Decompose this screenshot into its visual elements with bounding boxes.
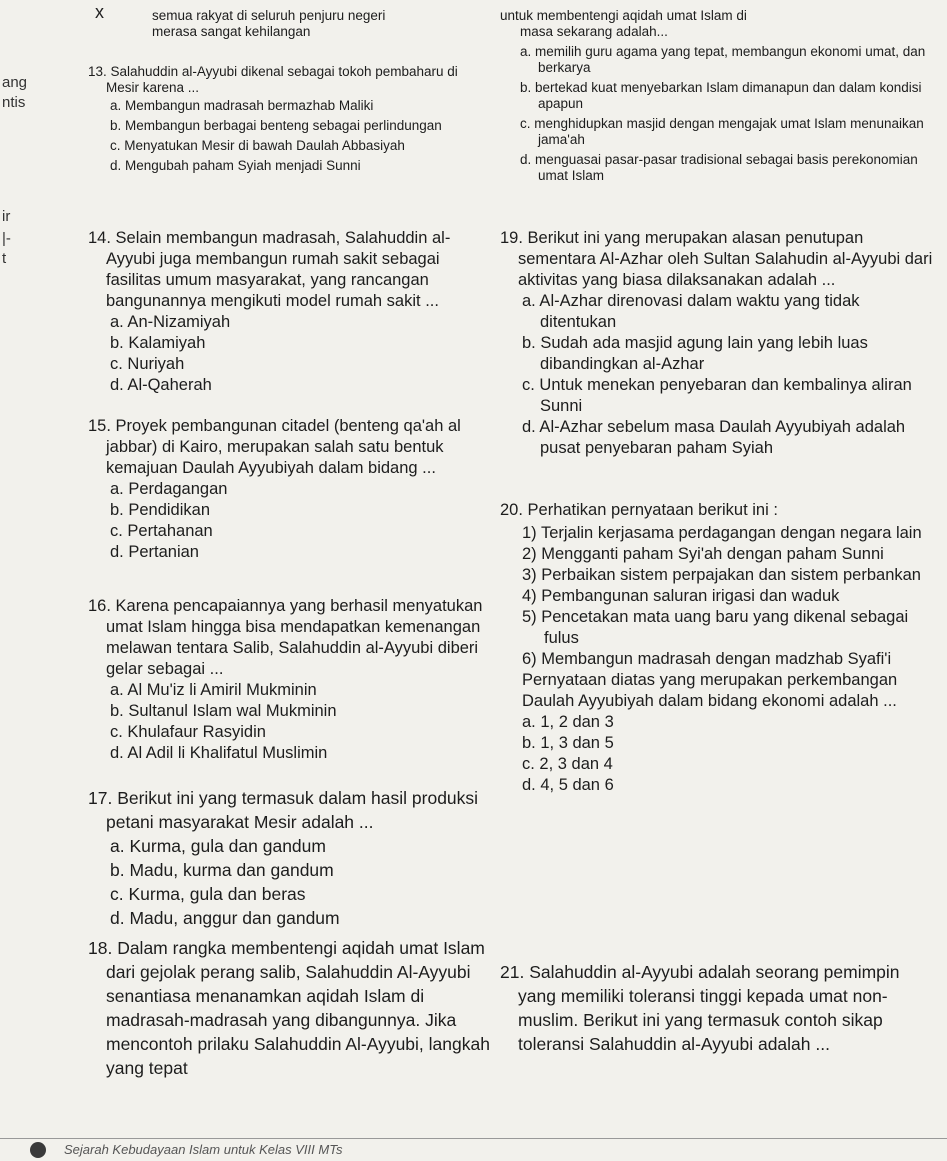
question-15 — [88, 416, 488, 563]
statement-1: 1) Terjalin kerjasama perdagangan dengan negara lain — [522, 524, 922, 542]
statement-6: 6) Membangun madrasah dengan madzhab Syafi'i — [522, 650, 892, 668]
question-17 — [88, 786, 492, 930]
option-c: c. Untuk menekan penyebaran dan kembalinya aliran Sunni — [522, 376, 912, 415]
statement-2: 2) Mengganti paham Syi'ah dengan paham Sunni — [522, 545, 884, 563]
option-d: d. Pertanian — [110, 543, 199, 561]
option-d: d. 4, 5 dan 6 — [522, 776, 614, 794]
question-stem: 20. Perhatikan pernyataan berikut ini : — [500, 501, 778, 519]
option-b: b. Sudah ada masjid agung lain yang lebih luas dibandingkan al-Azhar — [522, 334, 868, 373]
option-b: b. Kalamiyah — [110, 334, 206, 352]
statement-4: 4) Pembangunan saluran irigasi dan waduk — [522, 587, 840, 605]
statement-followup: Pernyataan diatas yang merupakan perkembangan Daulah Ayyubiyah dalam bidang ekonomi adalah ... — [522, 671, 898, 710]
page-footer — [0, 1138, 947, 1161]
option-b: b. bertekad kuat menyebarkan Islam dimanapun dan dalam kondisi apapun — [520, 80, 922, 111]
edge-fragment: |- — [2, 230, 11, 247]
question-stem: 13. Salahuddin al-Ayyubi dikenal sebagai tokoh pembaharu di Mesir karena ... — [88, 64, 458, 95]
option-d: d. Al-Azhar sebelum masa Daulah Ayyubiyah adalah pusat penyebaran paham Syiah — [522, 418, 906, 457]
statement-3: 3) Perbaikan sistem perpajakan dan sistem perbankan — [522, 566, 921, 584]
edge-fragment: ntis — [2, 94, 26, 111]
intro-right-line: masa sekarang adalah... — [520, 24, 668, 39]
option-a: a. Al-Azhar direnovasi dalam waktu yang tidak ditentukan — [522, 292, 860, 331]
edge-fragment: ang — [2, 74, 28, 91]
option-c: c. Menyatukan Mesir di bawah Daulah Abbasiyah — [110, 138, 405, 153]
option-a: a. memilih guru agama yang tepat, membangun ekonomi umat, dan berkarya — [520, 44, 926, 75]
intro-right — [500, 8, 940, 184]
question-stem: 14. Selain membangun madrasah, Salahuddin al-Ayyubi juga membangun rumah sakit sebagai fasilitas umum masyarakat, yang rancangan bangunannya mengikuti model rumah sakit ... — [88, 229, 451, 310]
option-a: a. Perdagangan — [110, 480, 228, 498]
option-a: a. Al Mu'iz li Amiril Mukminin — [110, 681, 317, 699]
question-16 — [88, 596, 488, 764]
footer-title: Sejarah Kebudayaan Islam untuk Kelas VIII MTs — [64, 1142, 343, 1157]
option-a: a. Kurma, gula dan gandum — [110, 836, 326, 856]
question-13 — [88, 64, 488, 174]
option-a: a. Membangun madrasah bermazhab Maliki — [110, 98, 374, 113]
option-b: b. Sultanul Islam wal Mukminin — [110, 702, 337, 720]
question-stem: 16. Karena pencapaiannya yang berhasil menyatukan umat Islam hingga bisa mendapatkan kemenangan melawan tentara Salib, Salahuddin al-Ayyubi diberi gelar sebagai ... — [88, 597, 483, 678]
option-a: a. 1, 2 dan 3 — [522, 713, 614, 731]
publisher-logo-icon — [30, 1142, 46, 1158]
question-18 — [88, 936, 492, 1080]
option-c: c. menghidupkan masjid dengan mengajak umat Islam menunaikan jama'ah — [520, 116, 924, 147]
pen-mark: x — [95, 2, 104, 22]
question-stem: 15. Proyek pembangunan citadel (benteng qa'ah al jabbar) di Kairo, merupakan salah satu bentuk kemajuan Daulah Ayyubiyah dalam bidang ... — [88, 417, 461, 477]
option-d: d. Mengubah paham Syiah menjadi Sunni — [110, 158, 361, 173]
edge-fragment: t — [2, 250, 7, 267]
option-b: b. Madu, kurma dan gandum — [110, 860, 334, 880]
option-c: c. Nuriyah — [110, 355, 185, 373]
option-b: b. Pendidikan — [110, 501, 210, 519]
option-c: c. Khulafaur Rasyidin — [110, 723, 266, 741]
question-19 — [500, 228, 936, 459]
option-d: d. menguasai pasar-pasar tradisional sebagai basis perekonomian umat Islam — [520, 152, 918, 183]
intro-left — [152, 8, 492, 40]
option-c: c. Pertahanan — [110, 522, 213, 540]
statement-5: 5) Pencetakan mata uang baru yang dikenal sebagai fulus — [522, 608, 909, 647]
question-stem: 18. Dalam rangka membentengi aqidah umat Islam dari gejolak perang salib, Salahuddin Al-Ayyubi senantiasa menanamkan aqidah Islam di madrasah-madrasah yang dibangunnya. Jika mencontoh prilaku Salahuddin Al-Ayyubi, langkah yang tepat — [88, 938, 490, 1078]
intro-left-line: semua rakyat di seluruh penjuru negeri — [152, 8, 386, 23]
option-c: c. Kurma, gula dan beras — [110, 884, 306, 904]
option-a: a. An-Nizamiyah — [110, 313, 231, 331]
option-c: c. 2, 3 dan 4 — [522, 755, 613, 773]
option-b: b. Membangun berbagai benteng sebagai perlindungan — [110, 118, 442, 133]
question-stem: 19. Berikut ini yang merupakan alasan penutupan sementara Al-Azhar oleh Sultan Salahudin al-Ayyubi dari aktivitas yang biasa dilaksanakan adalah ... — [500, 229, 933, 289]
intro-left-line: merasa sangat kehilangan — [152, 24, 311, 39]
question-20 — [500, 500, 936, 796]
option-d: d. Al-Qaherah — [110, 376, 212, 394]
question-21 — [500, 960, 940, 1056]
intro-right-line: untuk membentengi aqidah umat Islam di — [500, 8, 747, 23]
option-d: d. Madu, anggur dan gandum — [110, 908, 340, 928]
question-14 — [88, 228, 488, 396]
question-stem: 21. Salahuddin al-Ayyubi adalah seorang pemimpin yang memiliki toleransi tinggi kepada umat non-muslim. Berikut ini yang termasuk contoh sikap toleransi Salahuddin al-Ayyubi adalah ... — [500, 962, 900, 1054]
option-d: d. Al Adil li Khalifatul Muslimin — [110, 744, 328, 762]
question-stem: 17. Berikut ini yang termasuk dalam hasil produksi petani masyarakat Mesir adalah ... — [88, 788, 479, 832]
option-b: b. 1, 3 dan 5 — [522, 734, 614, 752]
edge-fragment: ir — [2, 208, 11, 225]
